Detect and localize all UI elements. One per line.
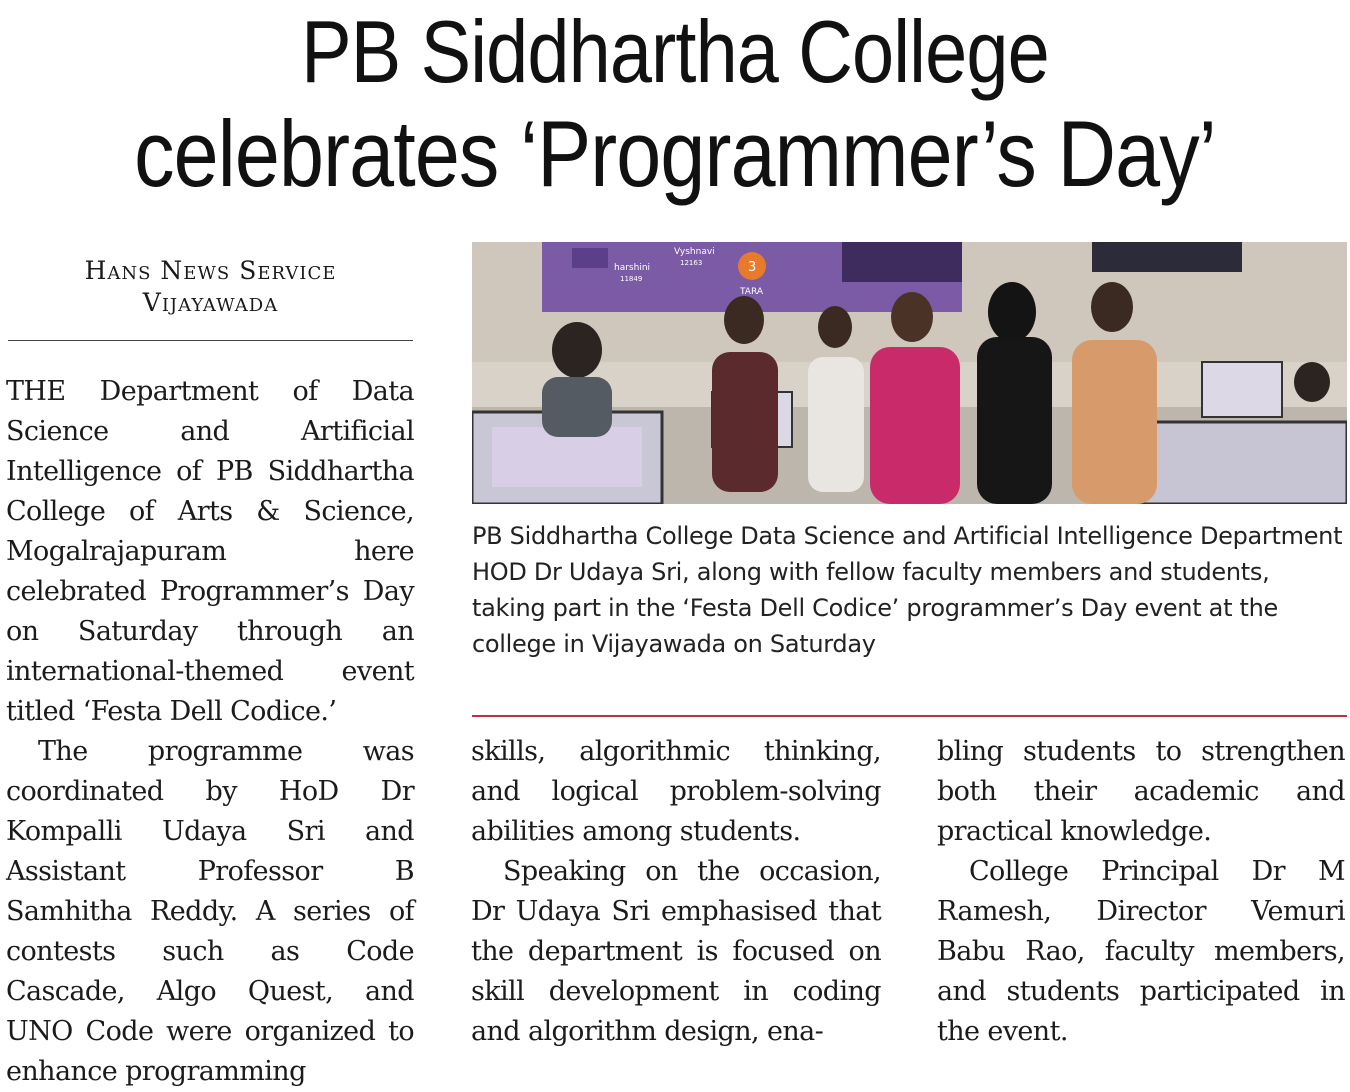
byline-divider xyxy=(8,340,413,341)
article-column-2 xyxy=(471,732,881,1052)
news-photo xyxy=(472,242,1347,504)
screen-score-2: 12163 xyxy=(680,259,703,267)
screen-name-1: harshini xyxy=(614,263,651,273)
paragraph-3-continued: bling students to strengthen both their academic and practical knowledge. xyxy=(937,736,1345,847)
headline xyxy=(95,0,1256,206)
caption-divider xyxy=(472,715,1347,717)
article-column-3 xyxy=(937,732,1345,1052)
photo-caption: PB Siddhartha College Data Science and Artificial Intelligence Department HOD Dr Udaya Sri, along with fellow faculty members and students, taking part in the ‘Festa Dell Codice’ programmer’s Day event at the college in Vijayawada on Saturday xyxy=(472,522,1343,658)
headline-line-2: celebrates ‘Programmer’s Day’ xyxy=(134,101,1216,206)
screen-name-3: TARA xyxy=(740,287,764,297)
screen-name-2: Vyshnavi xyxy=(674,247,715,257)
byline xyxy=(8,255,413,319)
paragraph-2: The programme was coordinated by HoD Dr Kompalli Udaya Sri and Assistant Professor B Samhitha Reddy. A series of contests such as Code Cascade, Algo Quest, and UNO Code were organized to enhance programming xyxy=(6,736,414,1087)
paragraph-1: THE Department of Data Science and Artificial Intelligence of PB Siddhartha College of Arts & Science, Mogalrajapuram here celebrated Programmer’s Day on Saturday through an international-themed event titled ‘Festa Dell Codice.’ xyxy=(6,376,414,727)
paragraph-2-continued: skills, algorithmic thinking, and logical problem-solving abilities among students. xyxy=(471,736,881,847)
byline-location: Vijayawada xyxy=(142,288,279,317)
screen-rank: 3 xyxy=(748,260,757,275)
article-column-1 xyxy=(6,372,414,1092)
paragraph-4: College Principal Dr M Ramesh, Director Vemuri Babu Rao, faculty members, and students participated in the event. xyxy=(937,856,1345,1047)
byline-agency: Hans News Service xyxy=(84,256,337,285)
paragraph-3: Speaking on the occasion, Dr Udaya Sri emphasised that the department is focused on skill development in coding and algorithm design, ena- xyxy=(471,856,881,1047)
screen-score-1: 11849 xyxy=(620,275,643,283)
headline-line-1: PB Siddhartha College xyxy=(301,2,1049,101)
